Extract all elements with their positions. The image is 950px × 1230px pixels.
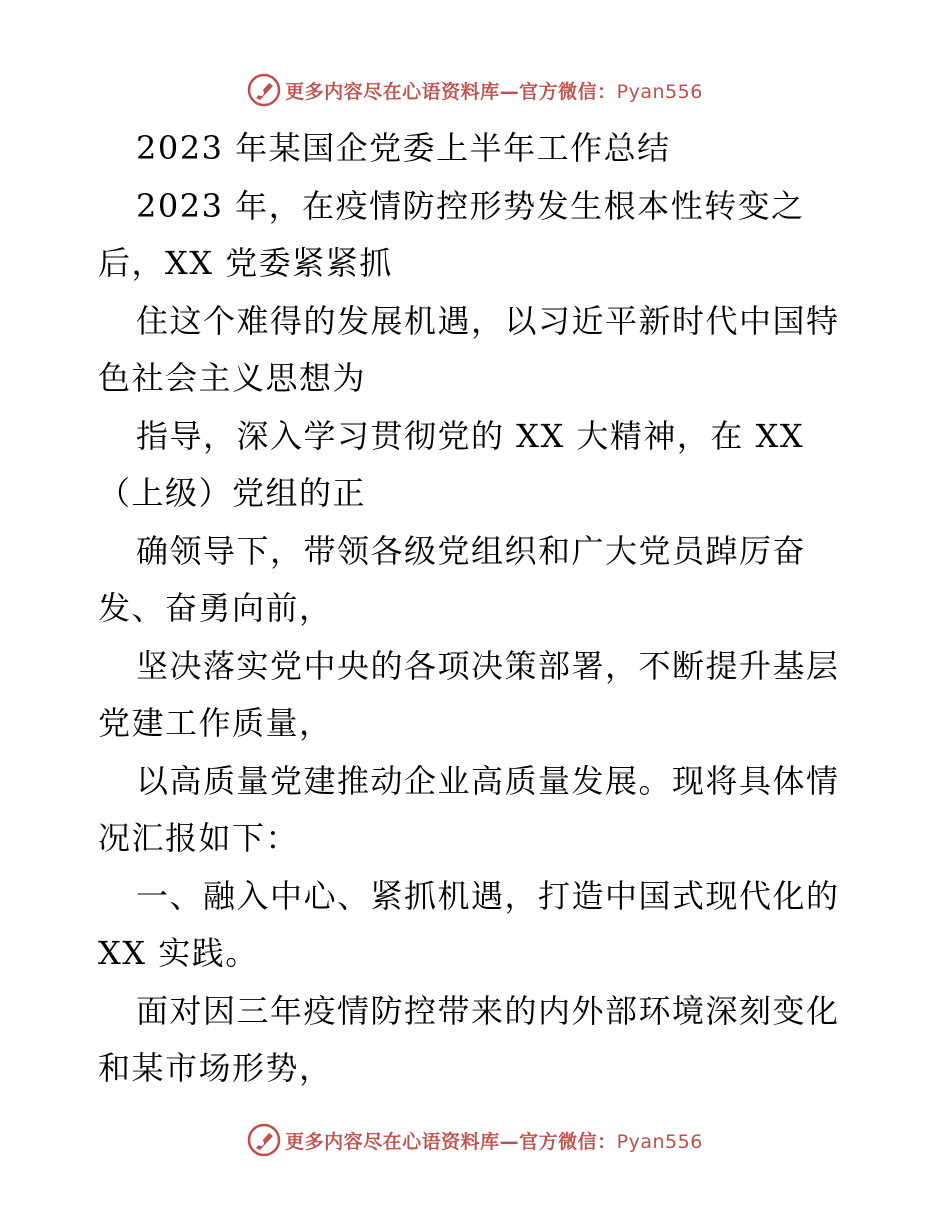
- pen-logo-icon: [247, 73, 281, 107]
- pen-logo-icon: [247, 1123, 281, 1157]
- document-line: （上级）党组的正: [98, 474, 367, 512]
- watermark-label: 更多内容尽在心语资料库—官方微信：: [285, 1130, 617, 1153]
- document-line: XX 实践。: [98, 934, 259, 972]
- document-line: 坚决落实党中央的各项决策部署，不断提升基层: [136, 646, 840, 685]
- footer-watermark: [0, 1118, 950, 1162]
- watermark-text: [285, 1127, 703, 1154]
- document-line: 党建工作质量，: [98, 704, 333, 742]
- document-body: [98, 120, 858, 1098]
- watermark-wechat-id: Pyan556: [616, 80, 703, 103]
- document-line: 指导，深入学习贯彻党的 XX 大精神，在 XX: [136, 416, 805, 455]
- watermark-text: [285, 77, 703, 104]
- document-line: 发、奋勇向前，: [98, 589, 333, 627]
- document-line: 后，XX 党委紧紧抓: [98, 244, 393, 282]
- document-line: 以高质量党建推动企业高质量发展。现将具体情: [136, 761, 840, 800]
- document-line: 和某市场形势，: [98, 1049, 333, 1087]
- watermark-wechat-id: Pyan556: [616, 1130, 703, 1153]
- document-line: 住这个难得的发展机遇，以习近平新时代中国特: [136, 301, 840, 340]
- header-watermark: [0, 68, 950, 112]
- watermark-label: 更多内容尽在心语资料库—官方微信：: [285, 80, 617, 103]
- document-line: 况汇报如下：: [98, 819, 300, 857]
- document-line: 一、融入中心、紧抓机遇，打造中国式现代化的: [136, 876, 840, 915]
- document-line: 色社会主义思想为: [98, 359, 367, 397]
- document-title: 2023 年某国企党委上半年工作总结: [136, 129, 671, 167]
- document-line: 确领导下，带领各级党组织和广大党员踔厉奋: [136, 531, 807, 570]
- document-line: 面对因三年疫情防控带来的内外部环境深刻变化: [136, 991, 840, 1030]
- document-line: 2023 年，在疫情防控形势发生根本性转变之: [136, 186, 805, 225]
